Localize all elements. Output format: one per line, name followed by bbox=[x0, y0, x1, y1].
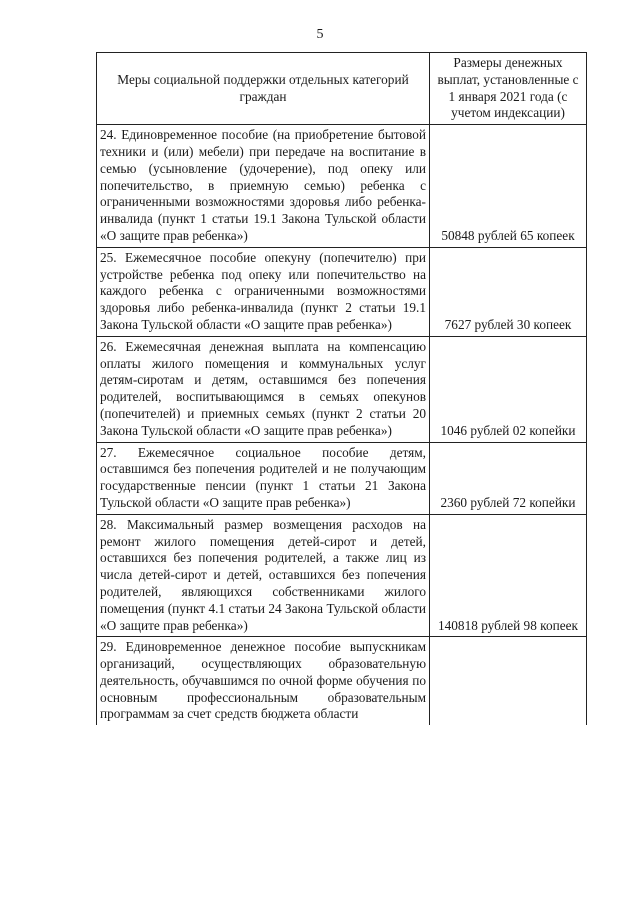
row-amount: 1046 рублей 02 копейки bbox=[430, 336, 587, 442]
row-measure-text: 26. Ежемесячная денежная выплата на компенсацию оплаты жилого помещения и коммунальных услуг детям-сиротам и детям, оставшимся без попечения родителей, воспитывающимся в семьях опекунов (попечителей) и приемных семьях (пункт 2 статьи 20 Закона Тульской области «О защите прав ребенка») bbox=[97, 336, 430, 442]
benefits-table bbox=[96, 52, 587, 725]
table-header-row bbox=[97, 53, 587, 125]
table-row bbox=[97, 336, 587, 442]
row-measure-text: 25. Ежемесячное пособие опекуну (попечителю) при устройстве ребенка под опеку или попечительство на каждого ребенка с ограниченными возможностями здоровья либо ребенка-инвалида (пункт 2 статьи 19.1 Закона Тульской области «О защите прав ребенка») bbox=[97, 247, 430, 336]
row-measure-text: 27. Ежемесячное социальное пособие детям, оставшимся без попечения родителей и не получающим государственные пенсии (пункт 1 статьи 21 Закона Тульской области «О защите прав ребенка») bbox=[97, 442, 430, 514]
row-amount bbox=[430, 637, 587, 725]
row-measure-text: 29. Единовременное денежное пособие выпускникам организаций, осуществляющих образовательную деятельность, обучавшимся по очной форме обучения по основным профессиональным образовательным программам за счет средств бюджета области bbox=[97, 637, 430, 725]
table-row bbox=[97, 637, 587, 725]
table-row bbox=[97, 442, 587, 514]
row-amount: 7627 рублей 30 копеек bbox=[430, 247, 587, 336]
header-measures: Меры социальной поддержки отдельных категорий граждан bbox=[97, 53, 430, 125]
row-amount: 140818 рублей 98 копеек bbox=[430, 514, 587, 637]
header-amount: Размеры денежных выплат, установленные с 1 января 2021 года (с учетом индексации) bbox=[430, 53, 587, 125]
table-row bbox=[97, 514, 587, 637]
row-amount: 50848 рублей 65 копеек bbox=[430, 125, 587, 248]
table-row bbox=[97, 247, 587, 336]
table-row bbox=[97, 125, 587, 248]
page-number: 5 bbox=[316, 27, 324, 42]
row-measure-text: 28. Максимальный размер возмещения расходов на ремонт жилого помещения детей-сирот и детей, оставшихся без попечения родителей, а также лиц из числа детей-сирот и детей, оставшихся без попечения родителей, являющихся собственниками жилого помещения (пункт 4.1 статьи 24 Закона Тульской области «О защите прав ребенка») bbox=[97, 514, 430, 637]
row-amount: 2360 рублей 72 копейки bbox=[430, 442, 587, 514]
row-measure-text: 24. Единовременное пособие (на приобретение бытовой техники и (или) мебели) при передаче на воспитание в семью (усыновление (удочерение), под опеку или попечительство, в приемную семью) ребенка с ограниченными возможностями здоровья либо ребенка-инвалида (пункт 1 статьи 19.1 Закона Тульской области «О защите прав ребенка») bbox=[97, 125, 430, 248]
